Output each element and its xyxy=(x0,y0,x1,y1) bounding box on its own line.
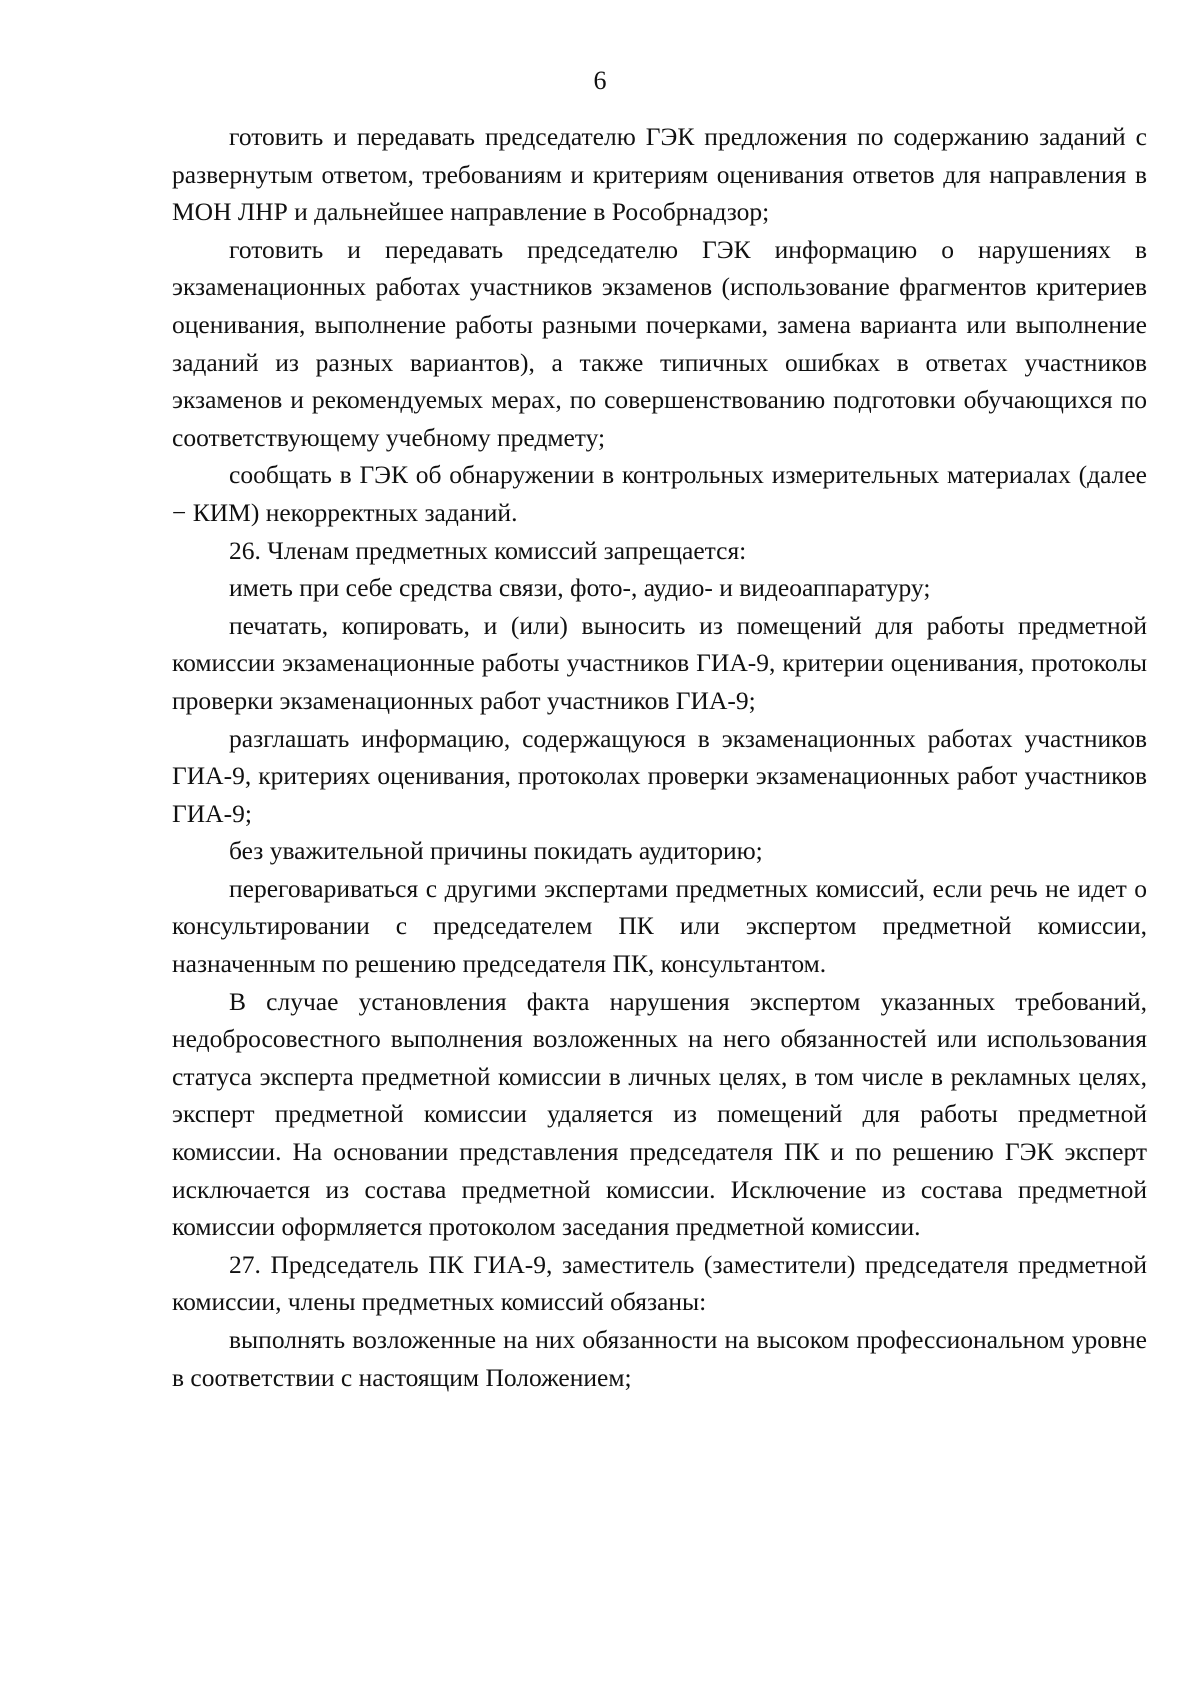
paragraph-no-leaving: без уважительной причины покидать аудиторию; xyxy=(229,836,763,866)
paragraph-no-disclosure: разглашать информацию, содержащуюся в экзаменационных работах участников ГИА-9, критериях оценивания, протоколах проверки экзаменационных работ участников ГИА-9; xyxy=(172,723,1147,828)
paragraph-clause-26-heading: 26. Членам предметных комиссий запрещается: xyxy=(229,535,747,565)
paragraph-no-talking: переговариваться с другими экспертами предметных комиссий, если речь не идет о консультировании с председателем ПК или экспертом предметной комиссии, назначенным по решению председателя ПК, консультантом. xyxy=(172,873,1147,979)
paragraph-commission-proposals: готовить и передавать председателю ГЭК предложения по содержанию заданий с развернутым ответом, требованиям и критериям оценивания ответов для направления в МОН ЛНР и дальнейшее направление в Рособрнадзор; xyxy=(172,122,1147,227)
paragraph-no-copying: печатать, копировать, и (или) выносить из помещений для работы предметной комиссии экзаменационные работы участников ГИА-9, критерии оценивания, протоколы проверки экзаменационных работ участников ГИА-9; xyxy=(172,610,1147,715)
paragraph-violations-info: готовить и передавать председателю ГЭК информацию о нарушениях в экзаменационных работах участников экзаменов (использование фрагментов критериев оценивания, выполнение работы разными почерками, замена варианта или выполнение заданий из разных вариантов), а также типичных ошибках в ответах участников экзаменов и рекомендуемых мерах, по совершенствованию подготовки обучающихся по соответствующему учебному предмету; xyxy=(172,234,1147,452)
page-number: 6 xyxy=(593,66,607,95)
paragraph-expert-removal: В случае установления факта нарушения экспертом указанных требований, недобросовестного выполнения возложенных на него обязанностей или использования статуса эксперта предметной комиссии в личных целях, в том числе в рекламных целях, эксперт предметной комиссии удаляется из помещений для работы предметной комиссии. На основании представления председателя ПК и по решению ГЭК эксперт исключается из состава предметной комиссии. Исключение из состава предметной комиссии оформляется протоколом заседания предметной комиссии. xyxy=(172,986,1147,1242)
paragraph-no-devices: иметь при себе средства связи, фото-, аудио- и видеоаппаратуру; xyxy=(229,573,931,603)
paragraph-duties-professional: выполнять возложенные на них обязанности на высоком профессиональном уровне в соответствии с настоящим Положением; xyxy=(172,1325,1147,1392)
document-body xyxy=(172,118,1147,1396)
paragraph-clause-27-heading: 27. Председатель ПК ГИА-9, заместитель (заместители) председателя предметной комиссии, члены предметных комиссий обязаны: xyxy=(172,1249,1147,1317)
paragraph-kim-report: сообщать в ГЭК об обнаружении в контрольных измерительных материалах (далее − КИМ) некорректных заданий. xyxy=(172,460,1147,527)
